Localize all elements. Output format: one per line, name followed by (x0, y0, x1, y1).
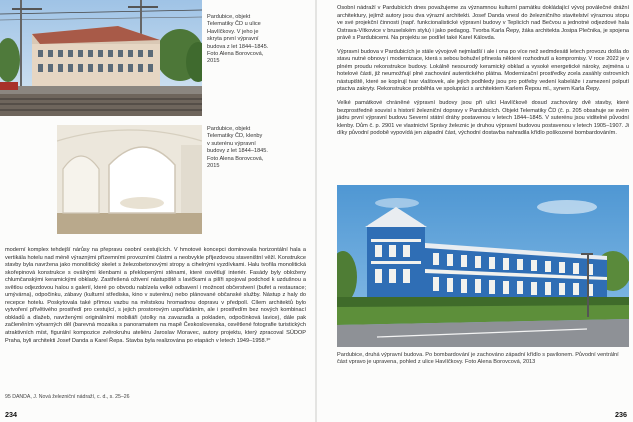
left-body-text (5, 247, 306, 345)
right-paragraph-1: Osobní nádraží v Pardubicích dnes považujeme za významnou kulturní památku dokládající vývoj poválečné drážní architektury, jejímž autory jsou dva výrazní architekti. Josef Danda vnesl do železničního stavitelství výraznou stopu ve své projekční činnosti (např. funkcionalistické výpravní budovy v Teplicích nad Bečvou a jednotné odjezdové hala Ostrava-Vítkovice v bruselském stylu) i jako pedagog. Tvorba Karla Řepy, žáka architekta Josipa Plečnika, je spojena právě s Pardubicemi. Na projektu se podílel také Karel Kálovda. (337, 5, 629, 42)
photo-station-image (337, 185, 629, 347)
right-paragraph-2: Výpravní budova v Pardubicích je stále vývojově nejmladší i ale i ona po více než sedmdesáti letech provozu došla do stavu nutné obnovy i modernizace, která s sebou bohužel přinesla některé rozhodnutí a kompromisy. V roce 2022 je v plném proudu rekonstrukce budovy. Lokálně nesourodý keramický obklad a vysoké energetické nároky, zejména u hotelové části, již neumožňují plné zachování autentického plátna. Modernizační prostředky zcela zasáhly ostrovních nástupiště, které se kopírují tvar vlaštovek, ale jejich podhledy jsou pro potřeby vedení kabeláže i zamezení polputí ptactva zakryty. Rekonstrukce proběhla ve spolupráci s architektem Karlem Řepou ml., synem Karla Řepy. (337, 48, 629, 93)
photo3-caption: Pardubice, druhá výpravní budova. Po bombardování je zachováno západní křídlo s pavilonem. Původní ventrální část vpravo je upravena, pohled z ulice Havlíčkovy. Foto Alena Borovcová, 2013 (337, 352, 619, 366)
page-number-left: 234 (5, 410, 17, 419)
photo1-caption: Pardubice, objekt Telematiky ČD u ulice Havlíčkovy. V jeho je skryta první výpravní budova z let 1844–1845. Foto Alena Borovcová, 2015 (207, 14, 269, 65)
right-paragraph-3: Velké památkové chráněné výpravní budovy jsou při ulici Havlíčkově dosud zachovány dvě stavby, které bezprostředně souvisí s historií železniční dopravy v Pardubicích. Objekt Telematiky ČD (č. p. 205 obsahuje se svém jádru první výpravní budovu Severní státní dráhy postavenou v letech 1844–1845. V suterénu jsou viditelné původní klenby. Dům č. p. 2901 ve vlastnictví Správy železnic je druhou výpravní budovou postavenou v letech 1905–1907. Ji díky původní podobě vypovídá jen západní část, východní dostavba nahradila křídlo poškozené bombardováním. (337, 100, 629, 137)
footnote: 95 DANDA, J. Nová železniční nádraží, c. d., s. 25–26 (5, 394, 130, 400)
page-number-right: 236 (615, 410, 627, 419)
photo-cellar-image (57, 125, 202, 234)
right-page (317, 0, 633, 422)
right-body-text (337, 5, 629, 138)
photo-second-station-building (337, 185, 629, 347)
left-paragraph: moderní komplex tehdejší nárůsy na přepravu osobní cestujících. V hmotové koncepci dominovala horizontální hala a vertikála hotelu nad méně výraznými přízemními provozními částmi a neobvykle příjezdovou staveništní věží. Konstrukce stavby byla navržena jako monolitický skelet s železobetonovými stropy a cihelnými vyzdívkami. Halu tvořila monolitická skořepinová konstrukce s oválnými klenbami a překlopenými stěnami, které osvětlují interiér. Fasády byly obloženy chlumčanskými keramickými obklady. Zastřešená oživení nástupiště s lavičkami a pilíři spojoval podchod k uzdušnou a světlou odjezdovou halou s galerií, které po obvodu nabízela velké odbavení i možnost občerstvení (bufet a restaurace; umývárna), odpočinku, zábavy (kulturní střediska, kino v suterénu) nebo plánované občanské služby. Nástup z haly do recepce hotelu. Poskytovala také přímou vazbu na městskou hromadnou dopravu v předpolí. Cílem architektů bylo vytvoření přívětivého prostředí pro cestující, s jejich prostorovým uspořádáním, ale i prostředím bez nových kombinací obkladů a dlažeb, navrženými originálními mobiliáři (stolky na zavazadla a pokladen, odpočinková lavice), dále pak začleněním výtvarných děl (barevná mozaika s panoramatem na mapě Československa, osvětlené fotografie turistických atraktivních míst, figurální kompozice zvěrokruhu ateliéru Jaroslav Moravec, autory projektu, který zpracoval SÚDOP Praha, byli architekti Josef Danda a Karel Řepa. Stavba byla realizována po etapách v letech 1949–1958.³⁰ (5, 247, 306, 344)
left-page (0, 0, 316, 422)
photo-telematika-building (0, 0, 202, 116)
photo2-caption: Pardubice, objekt Telematiky ČD, klenby v suterénu výpravní budovy z let 1844–1845. Foto Alena Borovcová, 2015 (207, 126, 268, 170)
photo-telematika-image (0, 0, 202, 116)
photo-vaulted-cellar (57, 125, 202, 234)
